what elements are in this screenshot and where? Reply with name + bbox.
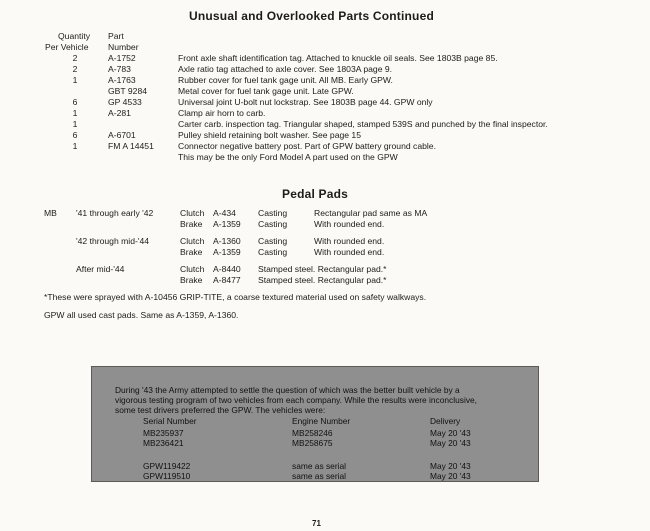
gpw-note: GPW all used cast pads. Same as A-1359, A-1360. (44, 310, 239, 320)
part-number-cell: A-8440 (213, 264, 241, 274)
qty-cell: 1 (72, 75, 78, 85)
material-cell: Stamped steel. Rectangular pad.* (258, 275, 387, 285)
part-header-line2: Number (108, 42, 139, 52)
description-cell: Clamp air horn to carb. (178, 108, 266, 118)
serial-number-header: Serial Number (143, 416, 197, 426)
description-cell: With rounded end. (314, 236, 385, 246)
part-header-line1: Part (108, 31, 124, 41)
footnote: *These were sprayed with A-10456 GRIP-TITE, a coarse textured material used on safety walkways. (44, 292, 427, 302)
part-number-cell: A-434 (213, 208, 236, 218)
page-number: 71 (312, 519, 321, 528)
model-cell: MB (44, 208, 57, 218)
part-number-cell: A-8477 (213, 275, 241, 285)
table-row (0, 86, 650, 97)
description-cell: Pulley shield retaining bolt washer. See page 15 (178, 130, 361, 140)
description-cell: Axle ratio tag attached to axle cover. See 1803A page 9. (178, 64, 393, 74)
page-heading: Unusual and Overlooked Parts Continued (189, 9, 434, 23)
serial-cell: MB236421 (143, 438, 184, 448)
pedal-cell: Clutch (180, 208, 205, 218)
table-row (0, 208, 650, 219)
qty-header-line1: Quantity (58, 31, 91, 41)
material-cell: Casting (258, 208, 288, 218)
box-text-line: vigorous testing program of two vehicles from each company. While the results were inconclusive, (115, 395, 477, 405)
table-row (0, 152, 650, 163)
qty-cell: 2 (72, 53, 78, 63)
engine-cell: same as serial (292, 471, 346, 481)
engine-cell: MB258675 (292, 438, 333, 448)
qty-cell: 1 (72, 108, 78, 118)
table-row (0, 219, 650, 230)
table-row (0, 108, 650, 119)
part-number-cell: A-6701 (108, 130, 136, 140)
description-cell: Rubber cover for fuel tank gage unit. All MB. Early GPW. (178, 75, 393, 85)
date-range-cell: '41 through early '42 (76, 208, 154, 218)
table-row (0, 264, 650, 275)
table-row (0, 141, 650, 152)
material-cell: Stamped steel. Rectangular pad.* (258, 264, 387, 274)
material-cell: Casting (258, 219, 288, 229)
part-number-cell: GP 4533 (108, 97, 142, 107)
delivery-cell: May 20 '43 (430, 471, 471, 481)
description-cell: Front axle shaft identification tag. Attached to knuckle oil seals. See 1803B page 85. (178, 53, 498, 63)
box-text-line: some test drivers preferred the GPW. The vehicles were: (115, 405, 326, 415)
part-number-cell: A-1752 (108, 53, 136, 63)
serial-cell: MB235937 (143, 428, 184, 438)
description-cell: Connector negative battery post. Part of GPW battery ground cable. (178, 141, 436, 151)
description-cell: This may be the only Ford Model A part used on the GPW (178, 152, 398, 162)
description-cell: Carter carb. inspection tag. Triangular shaped, stamped 539S and punched by the final inspector. (178, 119, 548, 129)
serial-cell: GPW119422 (143, 461, 191, 471)
qty-cell: 6 (72, 97, 78, 107)
qty-header-line2: Per Vehicle (45, 42, 89, 52)
material-cell: Casting (258, 236, 288, 246)
description-cell: With rounded end. (314, 247, 385, 257)
delivery-cell: May 20 '43 (430, 428, 471, 438)
qty-cell: 1 (72, 119, 78, 129)
pedal-cell: Brake (180, 275, 203, 285)
part-number-cell: A-1359 (213, 247, 241, 257)
table-row (0, 119, 650, 130)
description-cell: Universal joint U-bolt nut lockstrap. See 1803B page 44. GPW only (178, 97, 433, 107)
engine-cell: same as serial (292, 461, 346, 471)
delivery-cell: May 20 '43 (430, 438, 471, 448)
table-row (0, 236, 650, 247)
part-number-cell: A-1360 (213, 236, 241, 246)
pedal-pads-heading: Pedal Pads (282, 187, 349, 201)
pedal-cell: Clutch (180, 264, 205, 274)
qty-cell: 1 (72, 141, 78, 151)
part-number-cell: A-1359 (213, 219, 241, 229)
pedal-cell: Brake (180, 219, 203, 229)
engine-number-header: Engine Number (292, 416, 351, 426)
table-row (0, 275, 650, 286)
part-number-cell: FM A 14451 (108, 141, 154, 151)
table-row (0, 75, 650, 86)
part-number-cell: A-1763 (108, 75, 136, 85)
box-text-line: During '43 the Army attempted to settle the question of which was the better built vehicle by a (115, 385, 460, 395)
serial-cell: GPW119510 (143, 471, 191, 481)
description-cell: With rounded end. (314, 219, 385, 229)
part-number-cell: A-281 (108, 108, 131, 118)
material-cell: Casting (258, 247, 288, 257)
description-cell: Rectangular pad same as MA (314, 208, 428, 218)
description-cell: Metal cover for fuel tank gage unit. Late GPW. (178, 86, 354, 96)
qty-cell: 2 (72, 64, 78, 74)
table-row (0, 130, 650, 141)
table-row (0, 53, 650, 64)
pedal-cell: Clutch (180, 236, 205, 246)
part-number-cell: A-783 (108, 64, 131, 74)
part-number-cell: GBT 9284 (108, 86, 148, 96)
delivery-cell: May 20 '43 (430, 461, 471, 471)
table-row (0, 247, 650, 258)
engine-cell: MB258246 (292, 428, 333, 438)
delivery-header: Delivery (430, 416, 461, 426)
date-range-cell: '42 through mid-'44 (76, 236, 150, 246)
table-row (0, 64, 650, 75)
qty-cell: 6 (72, 130, 78, 140)
pedal-cell: Brake (180, 247, 203, 257)
table-row (0, 97, 650, 108)
date-range-cell: After mid-'44 (76, 264, 125, 274)
